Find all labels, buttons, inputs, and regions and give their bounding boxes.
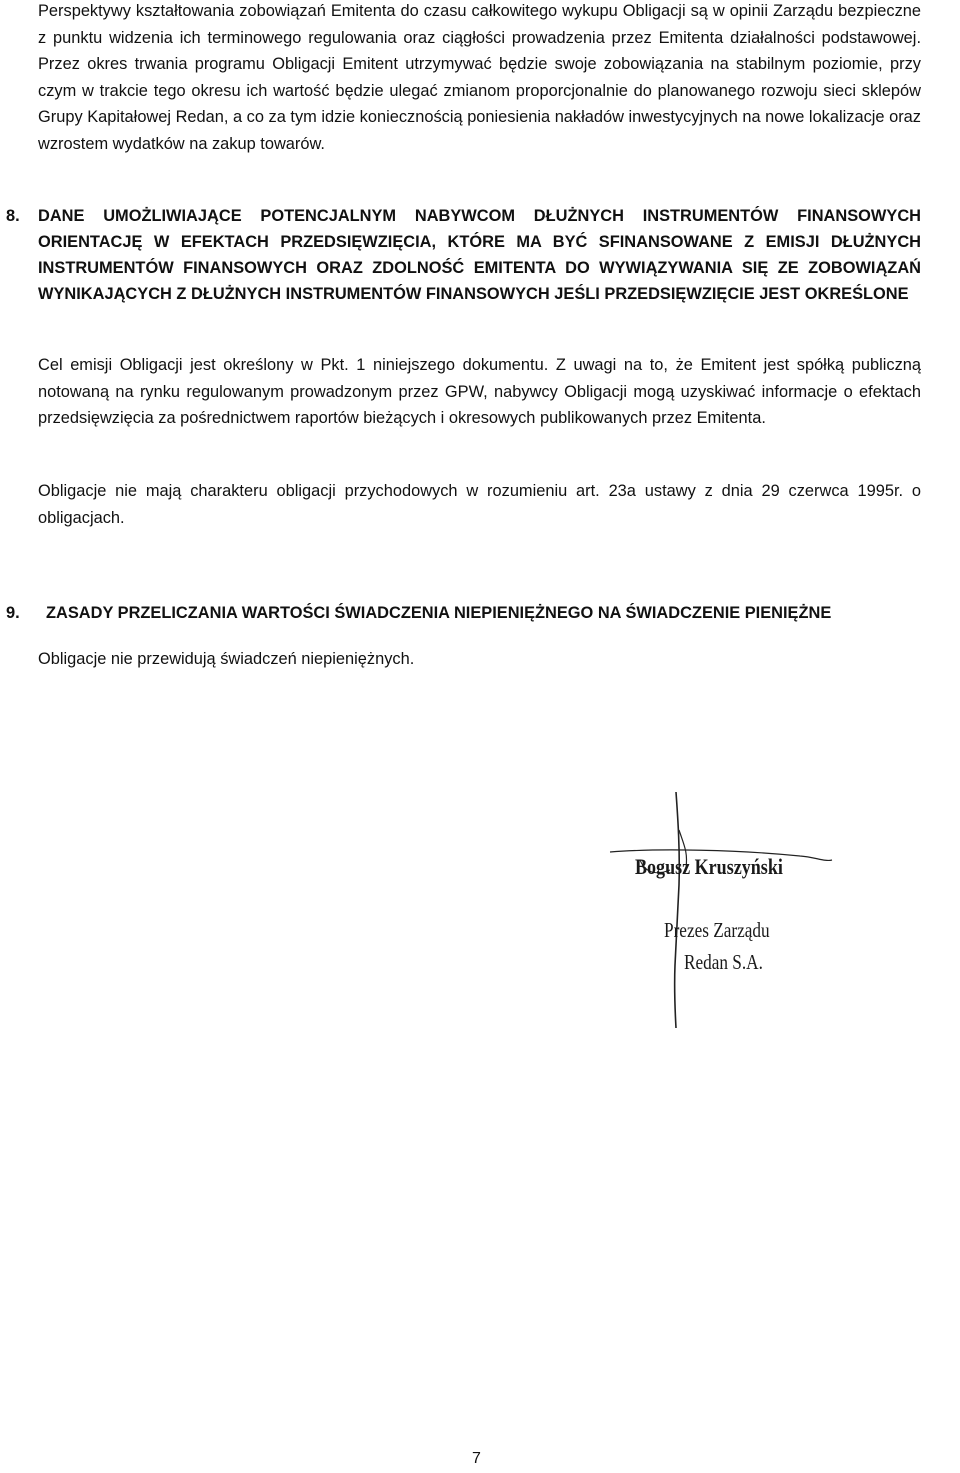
section-9-heading: ZASADY PRZELICZANIA WARTOŚCI ŚWIADCZENIA NIEPIENIĘŻNEGO NA ŚWIADCZENIE PIENIĘŻNE: [46, 604, 832, 622]
section-8-paragraph-2: Obligacje nie mają charakteru obligacji przychodowych w rozumieniu art. 23a ustawy z dnia 29 czerwca 1995r. o obligacjach.: [38, 482, 921, 527]
section-9-paragraph: Obligacje nie przewidują świadczeń niepieniężnych.: [38, 650, 415, 668]
page-number: 7: [472, 1450, 481, 1467]
signature-name: Bogusz Kruszyński: [635, 854, 783, 879]
section-8-number: 8.: [6, 207, 20, 225]
section-9-number: 9.: [6, 604, 20, 622]
signature-company: Redan S.A.: [684, 950, 763, 974]
intro-paragraph: Perspektywy kształtowania zobowiązań Emitenta do czasu całkowitego wykupu Obligacji są w opinii Zarządu bezpieczne z punktu widzenia ich terminowego regulowania oraz ciągłości prowadzenia przez Emitenta działalności podstawowej. Przez okres trwania programu Obligacji Emitent utrzymywać będzie swoje zobowiązania na stabilnym poziomie, przy czym w trakcie tego okresu ich wartość będzie ulegać zmianom proporcjonalnie do planowanego rozwoju sieci sklepów Grupy Kapitałowej Redan, a co za tym idzie koniecznością poniesienia nakładów inwestycyjnych na nowe lokalizacje oraz wzrostem wydatków na zakup towarów.: [38, 2, 921, 153]
signature-title: Prezes Zarządu: [664, 918, 770, 942]
section-8-paragraph-1: Cel emisji Obligacji jest określony w Pkt. 1 niniejszego dokumentu. Z uwagi na to, że Emitent jest spółką publiczną notowaną na rynku regulowanym prowadzonym przez GPW, nabywcy Obligacji mogą uzyskiwać informacje o efektach przedsięwzięcia za pośrednictwem raportów bieżących i okresowych publikowanych przez Emitenta.: [38, 356, 921, 427]
signature-stamp: [600, 790, 860, 1030]
handwritten-signature-icon: [600, 790, 860, 1030]
section-8-heading: DANE UMOŻLIWIAJĄCE POTENCJALNYM NABYWCOM DŁUŻNYCH INSTRUMENTÓW FINANSOWYCH ORIENTACJĘ W EFEKTACH PRZEDSIĘWZIĘCIA, KTÓRE MA BYĆ SFINANSOWANE Z EMISJI DŁUŻNYCH INSTRUMENTÓW FINANSOWYCH ORAZ ZDOLNOŚĆ EMITENTA DO WYWIĄZYWANIA SIĘ ZE ZOBOWIĄZAŃ WYNIKAJĄCYCH Z DŁUŻNYCH INSTRUMENTÓW FINANSOWYCH JEŚLI PRZEDSIĘWZIĘCIE JEST OKREŚLONE: [38, 207, 921, 303]
